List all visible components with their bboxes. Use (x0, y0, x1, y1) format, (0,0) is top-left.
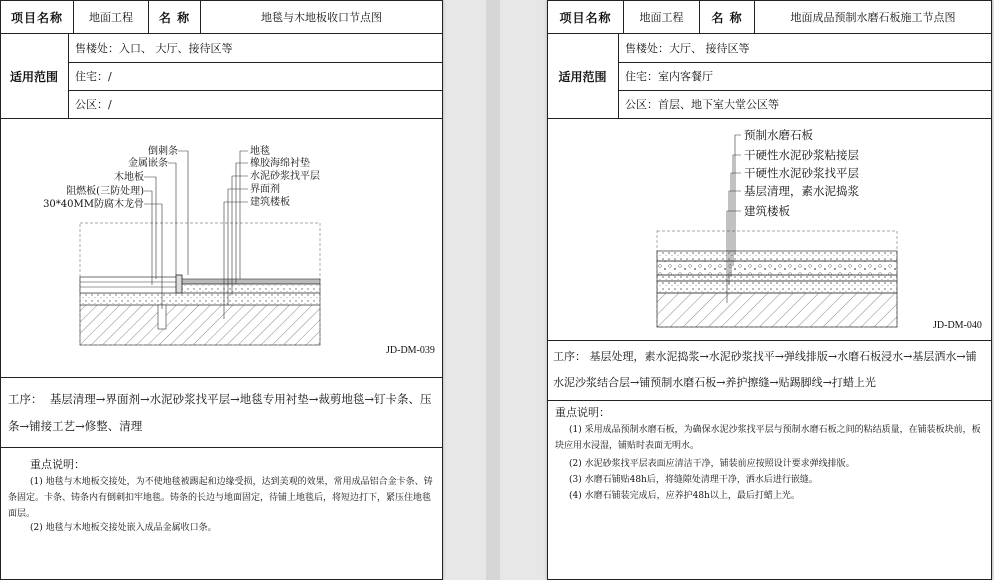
scope-row-sales: 售楼处：大厅、 接待区等 (625, 42, 750, 55)
label-terrazzo-slab: 预制水磨石板 (744, 128, 813, 142)
project-name-label: 项目名称 (548, 1, 624, 33)
note-item: (2) 地毯与木地板交接处嵌入成品金属收口条。 (30, 523, 217, 533)
label-carpet: 地毯 (250, 146, 270, 157)
right-document-page (547, 0, 992, 580)
label-base-cleaning: 基层清理，素水泥捣浆 (744, 184, 859, 198)
label-floor-slab: 建筑楼板 (744, 204, 790, 218)
process-label: 工序： (553, 350, 586, 363)
note-item: (4) 水磨石铺装完成后，应养护48h以上，最后打蜡上光。 (569, 491, 800, 501)
process-text: 基层处理，素水泥捣浆→水泥砂浆找平→弹线排版→水磨石板浸水→基层洒水→铺水泥沙浆结合层→铺预制水磨石板→养护擦缝→贴踢脚线→打蜡上光 (553, 350, 977, 389)
scope-row-residential: 住宅：/ (75, 70, 112, 83)
note-item: (1) 采用成品预制水磨石板，为确保水泥沙浆找平层与预制水磨石板之间的粘结质量，在铺装板块前，板块应用水浸湿，铺贴时表面无明水。 (555, 425, 981, 451)
project-name-value: 地面工程 (624, 1, 700, 33)
process-section (8, 386, 438, 440)
process-text: 基层清理→界面剂→水泥砂浆找平层→地毯专用衬垫→裁剪地毯→钉卡条、压条→铺接工艺→修整、清理 (8, 392, 432, 433)
left-document-page (0, 0, 443, 580)
label-wood-floor: 木地板 (114, 172, 144, 183)
note-item: (3) 水磨石铺贴48h后，将缝隙处清理干净，洒水后进行嵌缝。 (569, 475, 818, 485)
drawing-name-value: 地毯与木地板收口节点图 (261, 11, 382, 24)
drawing-name-label: 名 称 (149, 1, 201, 33)
terrazzo-floor-section-drawing (547, 119, 992, 339)
label-bonding-layer: 干硬性水泥砂浆粘接层 (744, 148, 859, 162)
carpet-wood-floor-section-drawing (0, 119, 443, 377)
page-gap (486, 0, 500, 580)
project-name-value: 地面工程 (74, 1, 149, 33)
label-barb-strip: 倒刺条 (148, 146, 178, 157)
process-label: 工序： (8, 392, 43, 406)
scope-row-public: 公区：/ (75, 98, 112, 111)
label-floor-slab: 建筑楼板 (250, 197, 290, 208)
process-section (553, 344, 987, 396)
scope-row-residential: 住宅：室内客餐厅 (625, 70, 713, 83)
scope-label: 适用范围 (547, 34, 619, 118)
label-fire-board: 阻燃板(三防处理) (66, 186, 144, 197)
notes-title: 重点说明： (555, 406, 610, 419)
right-header-row (547, 0, 992, 34)
label-wood-keel: 30*40MM防腐木龙骨 (43, 199, 144, 210)
label-screed: 水泥砂浆找平层 (250, 171, 320, 182)
drawing-code: JD-DM-040 (933, 320, 982, 331)
scope-row-public: 公区：首层、地下室大堂公区等 (625, 98, 779, 111)
label-leveling-layer: 干硬性水泥砂浆找平层 (744, 166, 859, 180)
left-header-row (0, 0, 443, 34)
drawing-name-value: 地面成品预制水磨石板施工节点图 (790, 11, 956, 24)
drawing-code: JD-DM-039 (386, 345, 435, 356)
drawing-name-label: 名 称 (700, 1, 755, 33)
note-item: (2) 水泥砂浆找平层表面应清洁干净，铺装前应按照设计要求弹线排版。 (569, 459, 855, 469)
label-metal-trim: 金属嵌条 (128, 158, 168, 169)
scope-label: 适用范围 (0, 34, 69, 118)
scope-row-sales: 售楼处：入口、 大厅、接待区等 (75, 42, 233, 55)
notes-title: 重点说明： (30, 458, 85, 471)
label-interface-agent: 界面剂 (250, 184, 280, 195)
project-name-label: 项目名称 (1, 1, 74, 33)
note-item: (1) 地毯与木地板交接处，为不使地毯被踢起和边缘受损，达到美观的效果，常用成品铝合金卡条、铸条固定。卡条、铸条内有倒刺扣牢地毯。铸条的长边与地面固定，待铺上地毯后，将短边打下，紧压住地毯面层。 (8, 477, 433, 519)
label-rubber-pad: 橡胶海绵衬垫 (250, 158, 310, 169)
